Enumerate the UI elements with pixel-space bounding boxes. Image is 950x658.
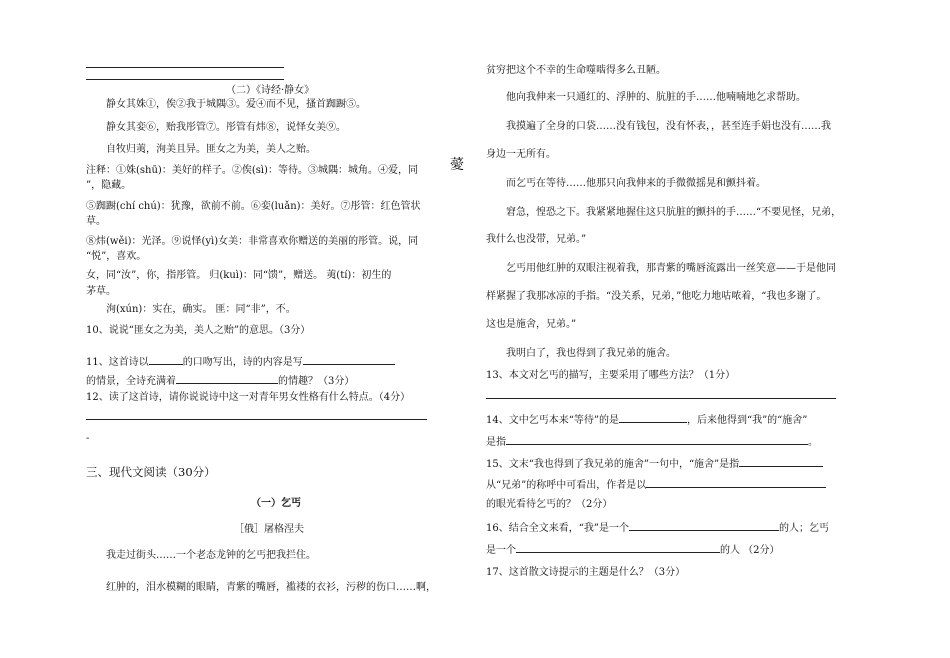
annotation: ”，隐藏。	[86, 180, 132, 191]
question-15-cont	[486, 477, 826, 492]
essay-paragraph: 身边一无所有。	[486, 149, 556, 160]
question-text: 11、这首诗以	[86, 357, 149, 368]
question-13: 13、本文对乞丐的描写，主要采用了哪些方法？（1分）	[486, 370, 736, 381]
poem-line: 静女其姝①，俟②我于城隅③。爱④而不见，搔首踟蹰⑤。	[106, 99, 366, 110]
essay-paragraph: 样紧握了我那冰凉的手指。“没关系，兄弟，”他吃力地咕哝着，“我也多谢了。	[486, 291, 827, 302]
question-10: 10、说说“匪女之为美，美人之贻”的意思。（3分）	[86, 325, 311, 336]
question-text: 14、文中乞丐本来“等待”的是	[486, 415, 619, 426]
question-text: 16、结合全文来看，“我”是一个	[486, 523, 629, 534]
question-text: 的人；乞丐	[778, 523, 829, 534]
essay-author: ［俄］屠格涅夫	[234, 524, 304, 535]
answer-blank[interactable]	[516, 542, 720, 553]
question-text: 的情景，全诗充满着	[86, 376, 176, 387]
answer-line[interactable]	[86, 419, 427, 420]
question-14-cont	[486, 434, 818, 449]
question-text: 15、文末“我也得到了我兄弟的施舍”一句中，“施舍”是指	[486, 459, 740, 470]
annotation: 茅草。	[86, 286, 116, 297]
answer-line	[86, 79, 284, 80]
answer-blank[interactable]	[149, 354, 183, 365]
stray-mark: -	[86, 433, 90, 444]
question-15	[486, 456, 823, 471]
question-text: 。	[808, 437, 818, 448]
answer-line[interactable]	[486, 398, 836, 399]
question-text: 从“兄弟”的称呼中可看出，作者是以	[486, 480, 647, 491]
essay-paragraph: 我摸遍了全身的口袋……没有钱包，没有怀表，，甚至连手娟也没有……我	[506, 121, 831, 132]
annotation: 女，同“汝”，你，指彤管。 归(kuì)：同“馈”，赠送。 荑(tí)：初生的	[86, 270, 392, 281]
question-12: 12、读了这首诗，请你说说诗中这一对青年男女性格有什么特点。（4分）	[86, 392, 411, 403]
essay-title: （一）乞丐	[251, 498, 301, 509]
annotation-glyph: 薆	[450, 157, 464, 173]
question-14	[486, 412, 807, 427]
answer-line	[86, 67, 284, 68]
essay-paragraph: 窘急，惶恐之下。我紧紧地握住这只肮脏的颤抖的手……“不要见怪，兄弟，	[506, 207, 842, 218]
annotation: 注释：①姝(shū)：美好的样子。②俟(sì)：等待。③城隅：城角。④爱，同	[86, 165, 418, 176]
question-text: 的口吻写出，诗的内容是写	[182, 357, 303, 368]
question-16	[486, 520, 829, 535]
left-column	[86, 0, 464, 658]
section-heading: 三、现代文阅读（30分）	[86, 465, 216, 479]
question-11	[86, 354, 395, 369]
question-text: 是指	[486, 437, 506, 448]
answer-blank[interactable]	[176, 373, 278, 384]
question-11-cont	[86, 373, 354, 388]
question-15-end: 的眼光看待乞丐的？（2分）	[486, 499, 613, 510]
question-text: ，后来他得到“我”的“施舍”	[686, 415, 808, 426]
answer-blank[interactable]	[619, 412, 687, 423]
essay-paragraph: 这也是施舍，兄弟。”	[486, 319, 577, 330]
annotation: 洵(xún)：实在，确实。 匪：同“非”，不。	[106, 304, 296, 315]
essay-paragraph: 贫穷把这个不幸的生命噬啮得多么丑陋。	[486, 65, 666, 76]
poem-title: （二）《诗经·静女》	[226, 85, 315, 96]
annotation: “悦”，喜欢。	[86, 251, 147, 262]
answer-blank[interactable]	[629, 520, 779, 531]
right-column	[486, 0, 866, 658]
annotation: 草。	[86, 216, 106, 227]
poem-line: 自牧归荑，洵美且异。匪女之为美，美人之贻。	[106, 144, 316, 155]
question-text: 的人 （2分）	[720, 545, 780, 556]
essay-paragraph: 红肿的，泪水模糊的眼睛，青紫的嘴唇，褴褛的衣衫，污秽的伤口……啊，	[106, 582, 436, 593]
essay-paragraph: 我走过街头……一个老态龙钟的乞丐把我拦住。	[106, 550, 316, 561]
answer-blank[interactable]	[303, 354, 395, 365]
question-17: 17、这首散文诗提示的主题是什么？（3分）	[486, 567, 686, 578]
question-16-cont	[486, 542, 780, 557]
question-text: 的情趣？（3分）	[278, 376, 355, 387]
annotation: ⑧炜(wěi)：光泽。⑨说怿(yì)女美：非常喜欢你赠送的美丽的彤管。说，同	[86, 236, 419, 247]
essay-paragraph: 我明白了，我也得到了我兄弟的施舍。	[506, 348, 676, 359]
answer-blank[interactable]	[506, 434, 808, 445]
essay-paragraph: 他向我伸来一只通红的、浮肿的、肮脏的手……他喃喃地乞求帮助。	[506, 92, 806, 103]
answer-blank[interactable]	[739, 456, 823, 467]
poem-line: 静女其娈⑥，贻我彤管⑦。彤管有炜⑧，说怿女美⑨。	[106, 122, 346, 133]
annotation: ⑤踟蹰(chí chú)：犹豫，欲前不前。⑥娈(luǎn)：美好。⑦彤管：红色管状	[86, 201, 421, 212]
essay-paragraph: 我什么也没带，兄弟。”	[486, 234, 587, 245]
essay-paragraph: 乞丐用他红肿的双眼注视着我，那青紫的嘴唇流露出一丝笑意——于是他同	[506, 263, 836, 274]
question-text: 是一个	[486, 545, 516, 556]
essay-paragraph: 而乞丐在等待……他那只向我伸来的手微微摇晃和颤抖着。	[506, 178, 766, 189]
answer-blank[interactable]	[646, 477, 826, 488]
